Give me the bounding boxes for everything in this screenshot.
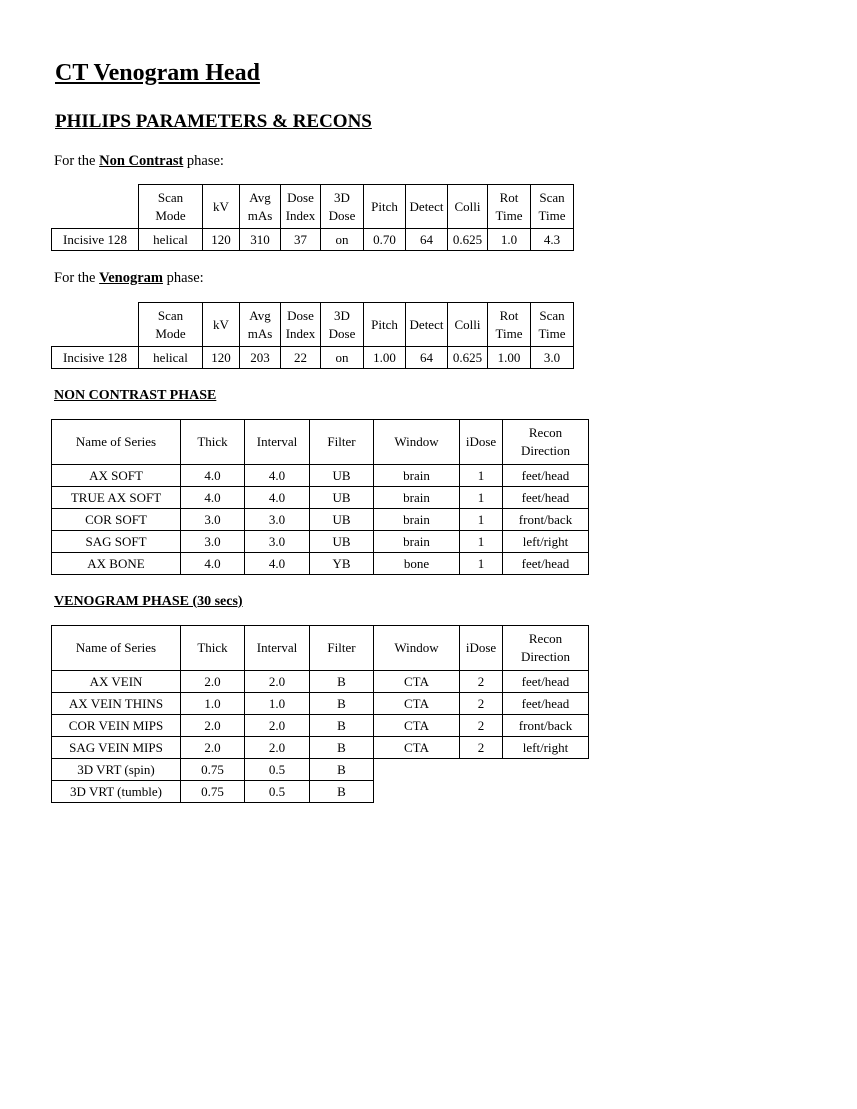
table-row — [52, 229, 574, 251]
window-header: Window — [374, 420, 460, 465]
idose-cell: 2 — [460, 715, 503, 737]
non-contrast-highlight: Non Contrast — [99, 153, 184, 169]
thick-cell: 3.0 — [181, 509, 245, 531]
page-subtitle: PHILIPS PARAMETERS & RECONS — [55, 111, 372, 132]
thick-cell: 1.0 — [181, 693, 245, 715]
idose-cell: 1 — [460, 531, 503, 553]
venogram-recon-table — [51, 625, 589, 803]
window-header: Window — [374, 626, 460, 671]
detect-header: Detect — [406, 303, 448, 347]
dose-3d-cell: on — [321, 229, 364, 251]
kv-cell: 120 — [203, 229, 240, 251]
rot-time-cell: 1.00 — [488, 347, 531, 369]
interval-cell: 0.5 — [245, 781, 310, 803]
interval-cell: 2.0 — [245, 737, 310, 759]
scan-mode-header: Scan Mode — [139, 303, 203, 347]
window-cell: CTA — [374, 693, 460, 715]
interval-cell: 3.0 — [245, 509, 310, 531]
thick-cell: 0.75 — [181, 759, 245, 781]
series-name-header: Name of Series — [52, 420, 181, 465]
table-row — [52, 759, 589, 781]
idose-cell: 2 — [460, 693, 503, 715]
table-row — [52, 693, 589, 715]
scan-time-cell: 3.0 — [531, 347, 574, 369]
interval-header: Interval — [245, 626, 310, 671]
dose-3d-header: 3D Dose — [321, 185, 364, 229]
recon-direction-cell: left/right — [503, 531, 589, 553]
interval-header: Interval — [245, 420, 310, 465]
pitch-cell: 1.00 — [364, 347, 406, 369]
thick-cell: 4.0 — [181, 553, 245, 575]
dose-3d-cell: on — [321, 347, 364, 369]
detect-cell: 64 — [406, 347, 448, 369]
window-cell: brain — [374, 531, 460, 553]
interval-cell: 0.5 — [245, 759, 310, 781]
series-name-cell: TRUE AX SOFT — [52, 487, 181, 509]
idose-cell: 1 — [460, 465, 503, 487]
avg-mas-cell: 310 — [240, 229, 281, 251]
filter-cell: B — [310, 693, 374, 715]
kv-header: kV — [203, 303, 240, 347]
window-cell: CTA — [374, 737, 460, 759]
colli-header: Colli — [448, 185, 488, 229]
table-row — [52, 715, 589, 737]
table-row — [52, 531, 589, 553]
scan-time-header: Scan Time — [531, 303, 574, 347]
dose-index-cell: 37 — [281, 229, 321, 251]
rot-time-header: Rot Time — [488, 303, 531, 347]
filter-cell: UB — [310, 531, 374, 553]
vrt-rows — [52, 759, 589, 803]
idose-header: iDose — [460, 626, 503, 671]
idose-cell: 2 — [460, 737, 503, 759]
idose-cell: 1 — [460, 509, 503, 531]
filter-cell: UB — [310, 465, 374, 487]
rot-time-header: Rot Time — [488, 185, 531, 229]
window-cell: brain — [374, 509, 460, 531]
interval-cell: 4.0 — [245, 553, 310, 575]
window-cell: brain — [374, 465, 460, 487]
series-name-cell: 3D VRT (spin) — [52, 759, 181, 781]
empty-cell — [374, 759, 589, 781]
non-contrast-rows — [52, 465, 589, 575]
filter-cell: UB — [310, 487, 374, 509]
colli-cell: 0.625 — [448, 347, 488, 369]
table-row — [52, 487, 589, 509]
filter-cell: UB — [310, 509, 374, 531]
kv-cell: 120 — [203, 347, 240, 369]
recon-direction-cell: feet/head — [503, 487, 589, 509]
colli-cell: 0.625 — [448, 229, 488, 251]
recon-direction-header: Recon Direction — [503, 626, 589, 671]
empty-cell — [374, 781, 589, 803]
table-row — [52, 465, 589, 487]
recon-direction-cell: front/back — [503, 715, 589, 737]
non-contrast-intro: For the Non Contrast phase: — [54, 153, 224, 169]
scanner-cell: Incisive 128 — [52, 347, 139, 369]
thick-cell: 2.0 — [181, 671, 245, 693]
scanner-header-blank — [52, 303, 139, 347]
series-name-cell: AX BONE — [52, 553, 181, 575]
dose-3d-header: 3D Dose — [321, 303, 364, 347]
table-row — [52, 671, 589, 693]
thick-cell: 4.0 — [181, 465, 245, 487]
window-cell: CTA — [374, 715, 460, 737]
table-row — [52, 781, 589, 803]
dose-index-header: Dose Index — [281, 185, 321, 229]
venogram-phase-title: VENOGRAM PHASE (30 secs) — [54, 594, 243, 609]
idose-cell: 1 — [460, 487, 503, 509]
venogram-rows — [52, 671, 589, 759]
filter-cell: B — [310, 781, 374, 803]
idose-header: iDose — [460, 420, 503, 465]
non-contrast-phase-title: NON CONTRAST PHASE — [54, 388, 217, 403]
interval-cell: 4.0 — [245, 487, 310, 509]
filter-header: Filter — [310, 420, 374, 465]
idose-cell: 1 — [460, 553, 503, 575]
page-title: CT Venogram Head — [55, 60, 260, 86]
thick-cell: 4.0 — [181, 487, 245, 509]
interval-cell: 3.0 — [245, 531, 310, 553]
interval-cell: 2.0 — [245, 671, 310, 693]
detect-header: Detect — [406, 185, 448, 229]
series-name-cell: AX VEIN THINS — [52, 693, 181, 715]
series-name-cell: AX VEIN — [52, 671, 181, 693]
recon-direction-cell: front/back — [503, 509, 589, 531]
table-row — [52, 509, 589, 531]
scan-mode-header: Scan Mode — [139, 185, 203, 229]
thick-cell: 2.0 — [181, 715, 245, 737]
scan-time-header: Scan Time — [531, 185, 574, 229]
pitch-cell: 0.70 — [364, 229, 406, 251]
interval-cell: 1.0 — [245, 693, 310, 715]
series-name-cell: SAG VEIN MIPS — [52, 737, 181, 759]
thick-cell: 3.0 — [181, 531, 245, 553]
recon-direction-cell: feet/head — [503, 465, 589, 487]
recon-direction-cell: left/right — [503, 737, 589, 759]
recon-direction-cell: feet/head — [503, 553, 589, 575]
avg-mas-header: Avg mAs — [240, 185, 281, 229]
window-cell: brain — [374, 487, 460, 509]
series-name-cell: SAG SOFT — [52, 531, 181, 553]
detect-cell: 64 — [406, 229, 448, 251]
scan-mode-cell: helical — [139, 347, 203, 369]
recon-direction-cell: feet/head — [503, 693, 589, 715]
series-name-cell: COR SOFT — [52, 509, 181, 531]
filter-cell: B — [310, 759, 374, 781]
filter-cell: YB — [310, 553, 374, 575]
avg-mas-header: Avg mAs — [240, 303, 281, 347]
filter-header: Filter — [310, 626, 374, 671]
table-row — [52, 737, 589, 759]
non-contrast-scan-table — [51, 184, 574, 251]
recon-direction-cell: feet/head — [503, 671, 589, 693]
kv-header: kV — [203, 185, 240, 229]
scan-mode-cell: helical — [139, 229, 203, 251]
window-cell: bone — [374, 553, 460, 575]
venogram-intro: For the Venogram phase: — [54, 270, 204, 286]
colli-header: Colli — [448, 303, 488, 347]
pitch-header: Pitch — [364, 185, 406, 229]
scanner-header-blank — [52, 185, 139, 229]
venogram-highlight: Venogram — [99, 270, 164, 286]
non-contrast-recon-table — [51, 419, 589, 575]
venogram-scan-table — [51, 302, 574, 369]
idose-cell: 2 — [460, 671, 503, 693]
series-name-header: Name of Series — [52, 626, 181, 671]
pitch-header: Pitch — [364, 303, 406, 347]
scan-time-cell: 4.3 — [531, 229, 574, 251]
avg-mas-cell: 203 — [240, 347, 281, 369]
filter-cell: B — [310, 737, 374, 759]
dose-index-header: Dose Index — [281, 303, 321, 347]
thick-cell: 2.0 — [181, 737, 245, 759]
dose-index-cell: 22 — [281, 347, 321, 369]
series-name-cell: AX SOFT — [52, 465, 181, 487]
filter-cell: B — [310, 671, 374, 693]
thick-cell: 0.75 — [181, 781, 245, 803]
interval-cell: 4.0 — [245, 465, 310, 487]
rot-time-cell: 1.0 — [488, 229, 531, 251]
window-cell: CTA — [374, 671, 460, 693]
thick-header: Thick — [181, 420, 245, 465]
thick-header: Thick — [181, 626, 245, 671]
filter-cell: B — [310, 715, 374, 737]
table-row — [52, 347, 574, 369]
table-row — [52, 553, 589, 575]
series-name-cell: 3D VRT (tumble) — [52, 781, 181, 803]
interval-cell: 2.0 — [245, 715, 310, 737]
recon-direction-header: Recon Direction — [503, 420, 589, 465]
scanner-cell: Incisive 128 — [52, 229, 139, 251]
series-name-cell: COR VEIN MIPS — [52, 715, 181, 737]
